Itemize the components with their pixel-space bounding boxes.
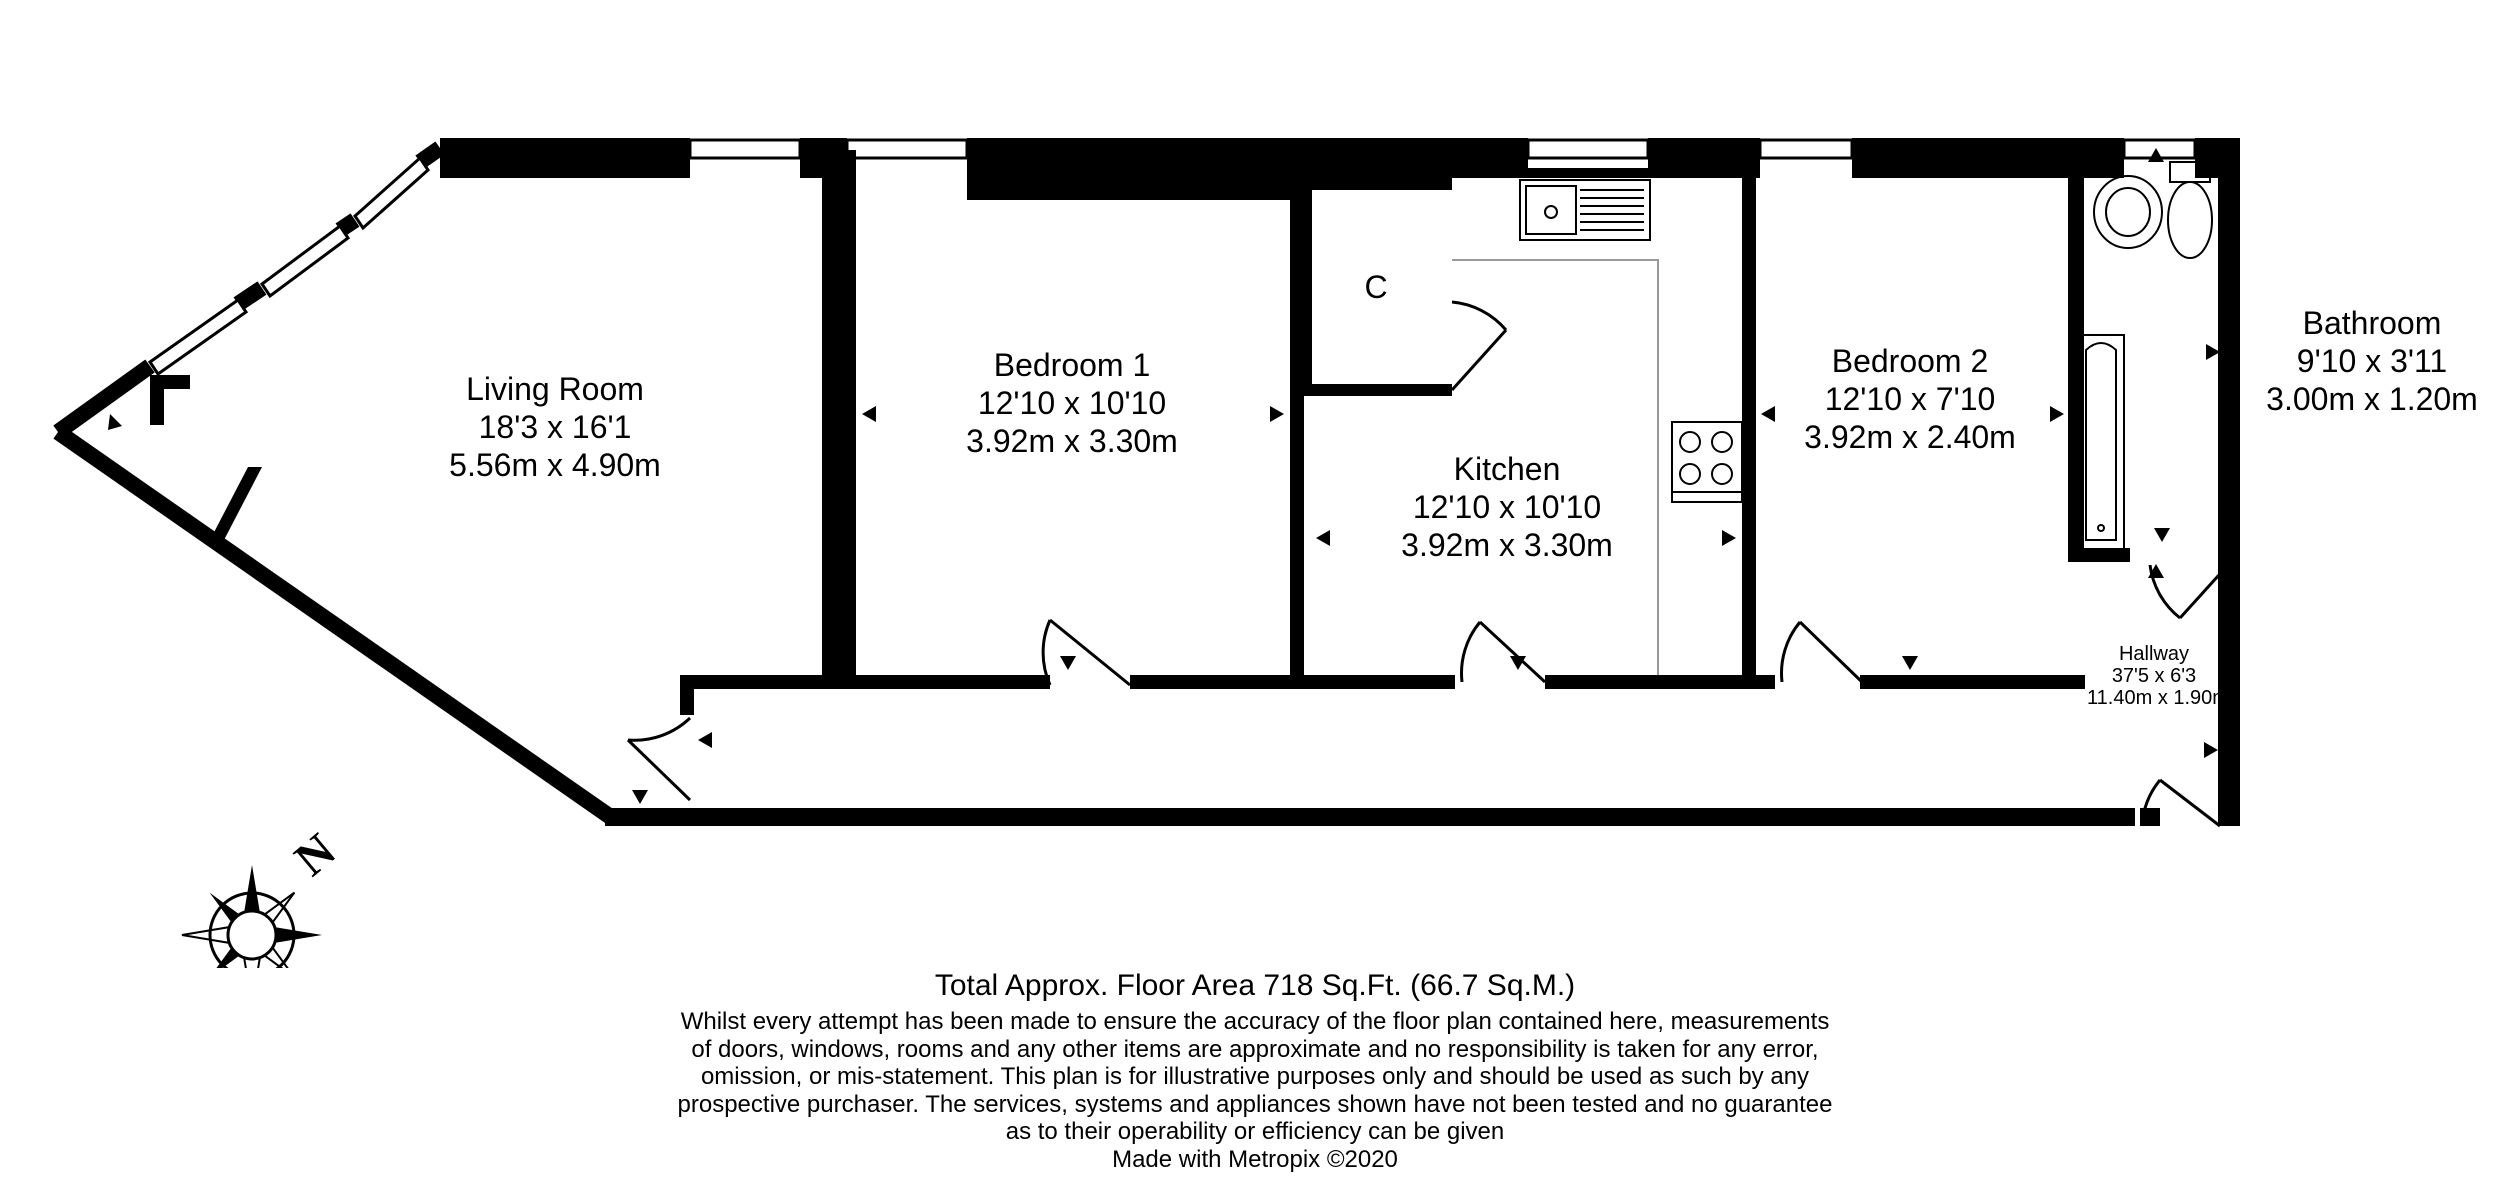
room-label-bedroom2 xyxy=(1804,343,2016,455)
hallway-metric: 11.40m x 1.90m xyxy=(2087,687,2229,709)
basin-icon xyxy=(2094,176,2162,248)
kitchen-imperial: 12'10 x 10'10 xyxy=(1412,489,1602,525)
metropix-credit: Made with Metropix ©2020 xyxy=(1112,1145,1398,1173)
living-room-imperial: 18'3 x 16'1 xyxy=(478,409,632,445)
disclaimer-line-5: as to their operability or efficiency can be given xyxy=(1005,1118,1505,1145)
hallway-imperial: 37'5 x 6'3 xyxy=(2111,665,2197,687)
room-label-living xyxy=(449,371,661,483)
hob-icon xyxy=(1672,422,1742,502)
kitchen-name: Kitchen xyxy=(1453,451,1561,487)
hallway-name: Hallway xyxy=(2118,643,2190,665)
bedroom2-metric: 3.92m x 2.40m xyxy=(1804,419,2016,455)
living-room-name: Living Room xyxy=(466,371,644,407)
dimension-markers xyxy=(108,148,2220,804)
room-label-bedroom1 xyxy=(966,347,1178,459)
total-floor-area: Total Approx. Floor Area 718 Sq.Ft. (66.7 Sq.M.) xyxy=(934,969,1576,1002)
disclaimer-line-2: of doors, windows, rooms and any other items are approximate and no responsibility is taken for any error, xyxy=(691,1035,1819,1063)
kitchen-sink xyxy=(1520,180,1650,240)
room-label-kitchen xyxy=(1401,451,1613,563)
footer xyxy=(0,968,2510,1174)
compass-north-letter: N xyxy=(285,823,346,887)
bath-icon xyxy=(2078,335,2124,550)
kitchen-metric: 3.92m x 3.30m xyxy=(1401,527,1613,563)
bathroom-metric: 3.00m x 1.20m xyxy=(2266,381,2478,417)
room-label-bathroom xyxy=(2266,305,2478,417)
bedroom2-imperial: 12'10 x 7'10 xyxy=(1824,381,1996,417)
room-label-hallway xyxy=(2087,643,2229,709)
bathroom-imperial: 9'10 x 3'11 xyxy=(2296,343,2448,379)
cupboard-label: C xyxy=(1364,269,1388,305)
living-room-metric: 5.56m x 4.90m xyxy=(449,447,661,483)
disclaimer-line-4: prospective purchaser. The services, systems and appliances shown have not been tested and no guarantee xyxy=(677,1090,1833,1118)
outer-walls xyxy=(440,138,2240,826)
disclaimer-line-3: omission, or mis-statement. This plan is for illustrative purposes only and should be used as such by any xyxy=(700,1063,1810,1090)
bedroom1-imperial: 12'10 x 10'10 xyxy=(977,385,1167,421)
bedroom2-name: Bedroom 2 xyxy=(1831,343,1989,379)
disclaimer-line-1: Whilst every attempt has been made to ensure the accuracy of the floor plan contained here, measurements xyxy=(680,1008,1830,1035)
bedroom1-name: Bedroom 1 xyxy=(993,347,1151,383)
bathroom-name: Bathroom xyxy=(2302,305,2442,341)
bedroom1-metric: 3.92m x 3.30m xyxy=(966,423,1178,459)
